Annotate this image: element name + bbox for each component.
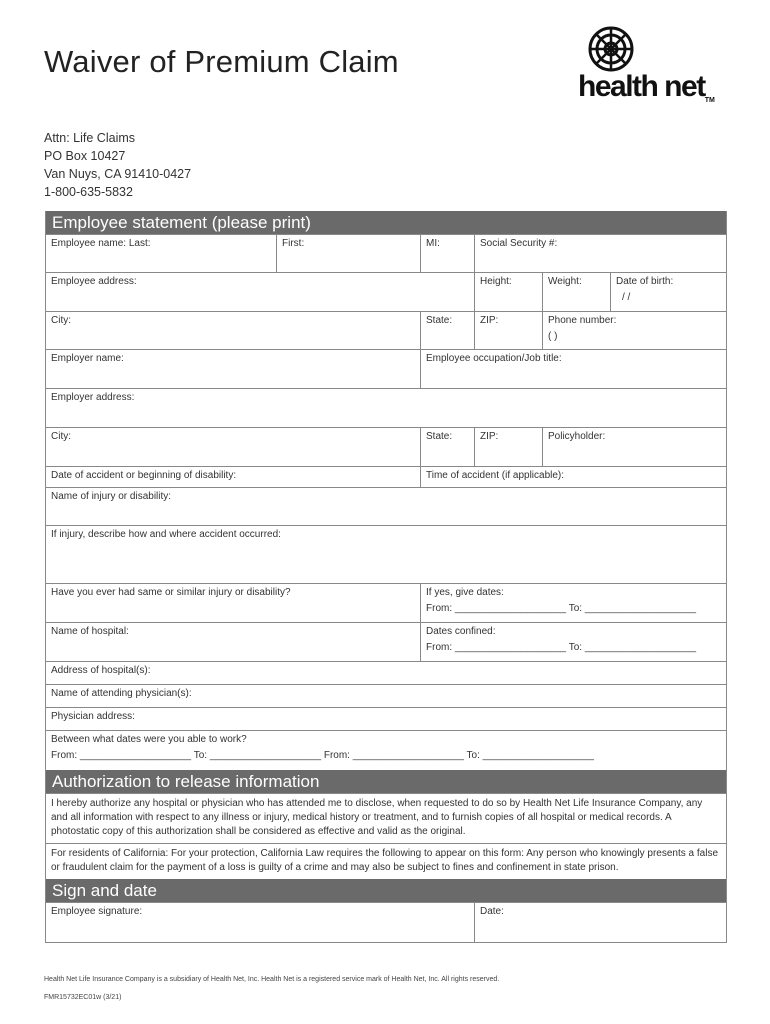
section-authorization: Authorization to release information: [46, 770, 726, 793]
physician-address-field[interactable]: Physician address:: [51, 711, 135, 722]
attending-physician-field[interactable]: Name of attending physician(s):: [51, 688, 192, 699]
employer-city-field[interactable]: City:: [51, 431, 71, 442]
weight-field[interactable]: Weight:: [542, 273, 610, 311]
dob-slashes: / /: [622, 292, 631, 303]
ssn-field[interactable]: Social Security #:: [474, 235, 726, 272]
date-of-accident-field[interactable]: Date of accident or beginning of disability:: [51, 470, 237, 481]
hospital-name-field[interactable]: Name of hospital:: [51, 626, 129, 637]
form-row: [46, 707, 726, 730]
form-row: [46, 525, 726, 583]
policyholder-field[interactable]: Policyholder:: [542, 428, 726, 466]
section-sign-and-date: Sign and date: [46, 879, 726, 902]
height-field[interactable]: Height:: [474, 273, 542, 311]
employer-state-field[interactable]: State:: [420, 428, 474, 466]
health-net-logo: [578, 26, 728, 102]
form-row: [46, 583, 726, 622]
california-notice: For residents of California: For your protection, California Law requires the following to appear on this form: Any person who knowingly presents a false or fraudulent claim for the payment of a loss is guilty of a crime and may also be subject to fines and confinement in state prison.: [46, 843, 726, 879]
signature-date-field[interactable]: Date:: [474, 903, 726, 942]
form-row: [46, 487, 726, 525]
work-dates-field[interactable]: Between what dates were you able to work? From: ____________________ To: ____________________ From: ____________________ To: ____________________: [46, 731, 726, 770]
form-row: [46, 902, 726, 943]
employee-address-field[interactable]: Employee address:: [51, 276, 137, 287]
middle-initial-field[interactable]: MI:: [420, 235, 474, 272]
form-row: [46, 427, 726, 466]
address-line: PO Box 10427: [44, 149, 126, 163]
form-row: [46, 466, 726, 487]
logo-wordmark: health netTM: [578, 70, 715, 104]
city-field[interactable]: City:: [51, 315, 71, 326]
state-field[interactable]: State:: [420, 312, 474, 349]
form-row: [46, 272, 726, 311]
employer-address-field[interactable]: Employer address:: [51, 392, 135, 403]
claim-form: [45, 211, 727, 943]
section-employee-statement: Employee statement (please print): [46, 211, 726, 234]
employee-signature-field[interactable]: Employee signature:: [51, 906, 143, 917]
form-number: FMR15732EC01w (3/21): [44, 994, 122, 1001]
previous-injury-dates-field[interactable]: If yes, give dates: From: ____________________ To: ____________________: [420, 584, 726, 622]
form-row: [46, 349, 726, 388]
phone-number-field[interactable]: Phone number: ( ): [542, 312, 726, 349]
form-row: [46, 311, 726, 349]
from-to-line: From: ____________________ To: ____________________: [426, 603, 697, 614]
employer-name-field[interactable]: Employer name:: [51, 353, 124, 364]
trademark-mark: TM: [704, 97, 715, 104]
address-line: Van Nuys, CA 91410-0427: [44, 167, 192, 181]
last-name-field[interactable]: Employee name: Last:: [51, 238, 151, 249]
form-row: [46, 622, 726, 661]
form-row: [46, 661, 726, 684]
first-name-field[interactable]: First:: [276, 235, 420, 272]
address-line: Attn: Life Claims: [44, 131, 136, 145]
employer-zip-field[interactable]: ZIP:: [474, 428, 542, 466]
logo-emblem-icon: [588, 26, 634, 72]
form-row: [46, 730, 726, 770]
work-dates-line: From: ____________________ To: ____________________ From: ____________________ To: ____________________: [51, 750, 594, 761]
time-of-accident-field[interactable]: Time of accident (if applicable):: [420, 467, 726, 487]
footer-legal-text: Health Net Life Insurance Company is a subsidiary of Health Net, Inc. Health Net is a registered service mark of Health Net, Inc. All rights reserved.: [44, 976, 500, 983]
zip-field[interactable]: ZIP:: [474, 312, 542, 349]
page-title: Waiver of Premium Claim: [44, 44, 399, 79]
form-row: [46, 388, 726, 427]
authorization-text: I hereby authorize any hospital or physician who has attended me to disclose, when requested to do so by Health Net Life Insurance Company, any and all information with respect to any illness or injury, medical history or treatment, and to furnish copies of all hospital or medical records. A photostatic copy of this authorization shall be considered as effective and valid as the original.: [46, 793, 726, 843]
mailing-address: [44, 129, 191, 201]
date-of-birth-field[interactable]: Date of birth: / /: [610, 273, 726, 311]
from-to-line: From: ____________________ To: ____________________: [426, 642, 697, 653]
address-line: 1-800-635-5832: [44, 185, 133, 199]
accident-description-field[interactable]: If injury, describe how and where accident occurred:: [51, 529, 281, 540]
form-row: [46, 684, 726, 707]
injury-name-field[interactable]: Name of injury or disability:: [51, 491, 172, 502]
occupation-field[interactable]: Employee occupation/Job title:: [420, 350, 726, 388]
hospital-address-field[interactable]: Address of hospital(s):: [51, 665, 151, 676]
phone-parens: ( ): [548, 331, 558, 342]
dates-confined-field[interactable]: Dates confined: From: ____________________ To: ____________________: [420, 623, 726, 661]
form-row: [46, 234, 726, 272]
previous-injury-field[interactable]: Have you ever had same or similar injury or disability?: [51, 587, 291, 598]
